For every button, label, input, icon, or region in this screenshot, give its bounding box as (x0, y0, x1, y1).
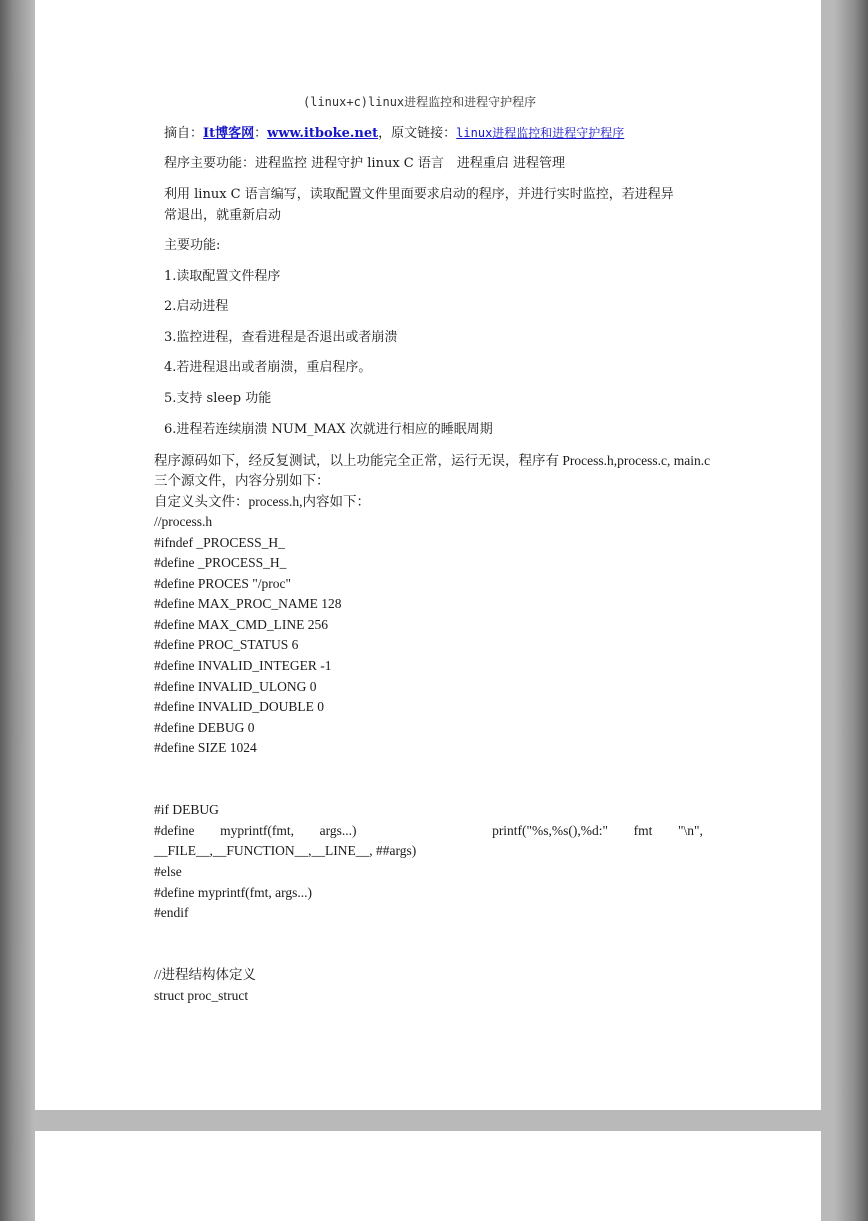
function-item: 1.读取配置文件程序 (164, 269, 281, 284)
code-line: #define MAX_PROC_NAME 128 (154, 596, 342, 611)
code-line: #define DEBUG 0 (154, 720, 255, 735)
code-line: #define myprintf(fmt, args...) (154, 885, 312, 900)
code-line: #define MAX_CMD_LINE 256 (154, 617, 328, 632)
function-item: 6.进程若连续崩溃 NUM_MAX 次就进行相应的睡眠周期 (164, 422, 493, 437)
source-prefix: 摘自： (164, 126, 204, 141)
function-item: 4.若进程退出或者崩溃，重启程序。 (164, 360, 372, 375)
original-article-link[interactable]: linux进程监控和进程守护程序 (456, 126, 625, 140)
code-line: #else (154, 864, 182, 879)
code-line: #define INVALID_ULONG 0 (154, 679, 317, 694)
code-token: printf("%s,%s(),%d:" (492, 823, 609, 838)
intro-line: 程序源码如下，经反复测试，以上功能完全正常，运行无误，程序有 Process.h,process.c, main.c (154, 453, 711, 468)
code-line: #define SIZE 1024 (154, 740, 257, 755)
source-sep1: ： (254, 126, 268, 141)
code-line: #define INVALID_INTEGER -1 (154, 658, 332, 673)
code-line-define-macro (154, 823, 703, 839)
document-title: (linux+c)linux进程监控和进程守护程序 (303, 95, 537, 109)
code-token: myprintf(fmt, (220, 823, 294, 838)
site-url-link[interactable]: www.itboke.net (267, 126, 379, 141)
main-functions-label: 主要功能: (164, 238, 221, 253)
intro-line: 自定义头文件：process.h,内容如下： (154, 494, 370, 509)
code-token: "\n", (678, 823, 703, 838)
function-item: 3.监控进程，查看进程是否退出或者崩溃 (164, 330, 398, 345)
code-line: #ifndef _PROCESS_H_ (154, 535, 285, 550)
features-line: 程序主要功能：进程监控 进程守护 linux C 语言 进程重启 进程管理 (164, 156, 566, 171)
code-token: fmt (633, 823, 653, 838)
code-line: //进程结构体定义 (154, 967, 257, 982)
intro-line: 三个源文件，内容分别如下： (154, 473, 330, 488)
document-page-2 (35, 1131, 821, 1221)
code-line: #define PROC_STATUS 6 (154, 637, 299, 652)
function-item: 2.启动进程 (164, 299, 229, 314)
code-line: //process.h (154, 514, 213, 529)
code-line: #define INVALID_DOUBLE 0 (154, 699, 324, 714)
code-line: #if DEBUG (154, 802, 219, 817)
code-line: #endif (154, 905, 189, 920)
code-line: struct proc_struct (154, 988, 249, 1003)
code-line: __FILE__,__FUNCTION__,__LINE__, ##args) (154, 843, 417, 858)
document-page-1 (35, 0, 821, 1110)
description-line: 常退出，就重新启动 (164, 208, 282, 223)
description-line: 利用 linux C 语言编写，读取配置文件里面要求启动的程序，并进行实时监控，若进程异 (164, 187, 674, 202)
function-item: 5.支持 sleep 功能 (164, 391, 272, 406)
source-sep2: ，原文链接： (378, 126, 457, 141)
code-token: args...) (319, 823, 357, 838)
code-line: #define _PROCESS_H_ (154, 555, 287, 570)
source-line (164, 125, 624, 142)
code-line: #define PROCES "/proc" (154, 576, 292, 591)
code-token: #define (154, 823, 195, 838)
site-name-link[interactable]: It博客网 (203, 126, 255, 141)
